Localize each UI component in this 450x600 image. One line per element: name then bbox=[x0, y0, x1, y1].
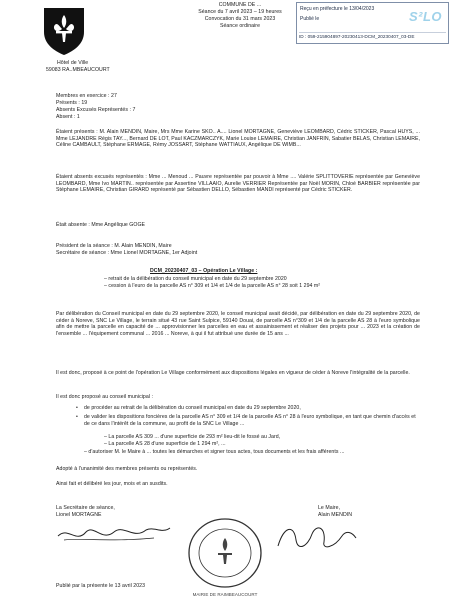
stamp-received: Reçu en préfecture le 13/04/2023 bbox=[300, 6, 375, 12]
footer-publication: Publié par la présente le 13 avril 2023 bbox=[56, 583, 146, 589]
sub-bullet-1: – La parcelle AS 309 ... d'une superficie de 293 m² lieu-dit le fossé au Jard, bbox=[104, 434, 281, 440]
seal-text: MAIRIE DE RAIMBEAUCOURT bbox=[192, 592, 258, 597]
header-line-4: Séance ordinaire bbox=[219, 23, 261, 29]
mairie-seal-icon bbox=[186, 516, 264, 590]
absent-represented-paragraph: Étaient absents excusés représentés : Mme ... Menoud ... Pauvre représentée par pouvoir à Mme .... Valérie SPLITTOVERIE représentée par Geneviève LEOMBARD, Mme Ivo MARTIN.. représentée par Assertine VILLAAIO, Aurelie VERRIER Représentée par Noël MORIN, Chloé BARBIER représentée par Stéphane LEMAIRE, Christian GIRARD représenté par Sébastien DELLO, Sébastien MANDI représenté par Cédric STICKER. bbox=[56, 174, 420, 194]
absent-count: Absent : 1 bbox=[56, 114, 80, 120]
bullet-1: de procéder au retrait de la délibération du conseil municipal en date du 29 septembre 2020, bbox=[84, 405, 301, 411]
bullet-2: de valider les dispositions foncières de la parcelle AS n° 309 et 1/4 de la parcelle AS n° 28 à l'euro symbolique, en tant que chemin d'accès et de ce dans l'intérêt de la commune, au profit de la SNC Le Village ... bbox=[84, 414, 416, 427]
sub-bullet-2: – La parcelle AS 28 d'une superficie de 1 294 m², ... bbox=[104, 441, 226, 447]
bullet-dot: • bbox=[76, 414, 78, 420]
mayor-signature-scribble bbox=[272, 516, 362, 556]
header-line-3: Convocation du 31 mars 2023 bbox=[204, 16, 276, 22]
secretary-line: Secrétaire de séance : Mme Lionel MORTAGNE, 1er Adjoint bbox=[56, 250, 198, 256]
present-members-paragraph: Étaient présents : M. Alain MENDIN, Maire, Mrs Mme Karine SKO.. A.... Lionel MORTAGNE, Geneviève LEOMBARD, Cédric STICKER, Pascal HUYS, ... Mme LEJANDRE Régis TAY..., Bernard DE LOT, Paul KACZMARCZYK, Marie Louise LEMAIRE, Christian JANFRIN, Sabatier BELAS, Christian LEMAIRE, Céline CAMBAULT, Stéphane ERMAGE, Rémy JOSSART, Stéphane WATTIAUX, Angélique DE WIMB... bbox=[56, 129, 420, 149]
city-crest-icon bbox=[42, 6, 86, 56]
president-line: Président de la séance : M. Alain MENDIN, Maire bbox=[56, 243, 172, 249]
prefecture-stamp bbox=[296, 2, 449, 44]
stamp-slo-logo: S²LO bbox=[408, 9, 442, 24]
done-line: Ainsi fait et délibéré les jour, mois et an susdits. bbox=[56, 481, 168, 487]
sub-bullet-3: – d'autoriser M. le Maire à ... toutes les démarches et signer tous actes, tous documents et les frais afférents ... bbox=[84, 449, 345, 455]
city-hall-label: Hôtel de Ville bbox=[57, 60, 89, 66]
secretary-signature-scribble bbox=[54, 518, 174, 548]
absent-represented-count: Absents Excusés Représentés : 7 bbox=[56, 107, 136, 113]
header-line-2: Séance du 7 avril 2023 – 19 heures bbox=[198, 9, 282, 15]
bullet-dot: • bbox=[76, 405, 78, 411]
deliberation-title-line-2: – retrait de la délibération du conseil municipal en date du 29 septembre 2020 bbox=[104, 276, 287, 282]
adoption-line: Adopté à l'unanimité des membres présents ou représentés. bbox=[56, 466, 198, 472]
body-paragraph-2: Il est donc, proposé à ce point de l'opération Le Village conformément aux dispositions légales en vigueur de céder à Noreve l'intégralité de la parcelle. bbox=[56, 370, 410, 376]
body-paragraph-3: Il est donc proposé au conseil municipal : bbox=[56, 394, 153, 400]
stamp-published: Publié le bbox=[300, 16, 320, 22]
stamp-id: ID : 059-215904897-20230413-DCM_20230407_03-DE bbox=[299, 32, 446, 42]
members-count: Membres en exercice : 27 bbox=[56, 93, 117, 99]
secretary-signature-name: Lionel MORTAGNE bbox=[56, 512, 102, 518]
mayor-label: Le Maire, bbox=[318, 505, 341, 511]
deliberation-title-line-3: – cession à l'euro de la parcelle AS n° 309 et 1/4 et 1/4 de la parcelle AS n° 28 soit 1 294 m² bbox=[104, 283, 321, 289]
header-line-1: COMMUNE DE ... bbox=[218, 2, 262, 8]
mayor-name: Alain MENDIN bbox=[318, 512, 353, 518]
present-count: Présents : 19 bbox=[56, 100, 88, 106]
secretary-signature-label: La Secrétaire de séance, bbox=[56, 505, 115, 511]
absent-paragraph: Était absente : Mme Angélique GOGE bbox=[56, 222, 146, 228]
body-paragraph-1: Par délibération du Conseil municipal en date du 29 septembre 2020, le conseil municipal avait décidé, par délibération en date du 29 septembre 2020, de céder à Noreve, SNC Le Village, le terrain situé 43 rue Saint Sulpice, 59140 Douai, de parcelle AS n°309 et 1/4 de la parcelle AS 28 à l'euro symbolique afin de mettre la parcelle en capacité de ... approvisionner les parcelles en eau et assainissement et réaliser des projets pour ... 2023 et la création de l'ensemble ... l'équipement communal ... 2016 ... Noreve, à qui il fut attribué une durée de 15 ans ... bbox=[56, 311, 420, 337]
deliberation-number: DCM_20230407_03 – Opération Le Village : bbox=[150, 268, 258, 274]
city-address: 59083 RA..MBEAUCOURT bbox=[46, 67, 110, 73]
